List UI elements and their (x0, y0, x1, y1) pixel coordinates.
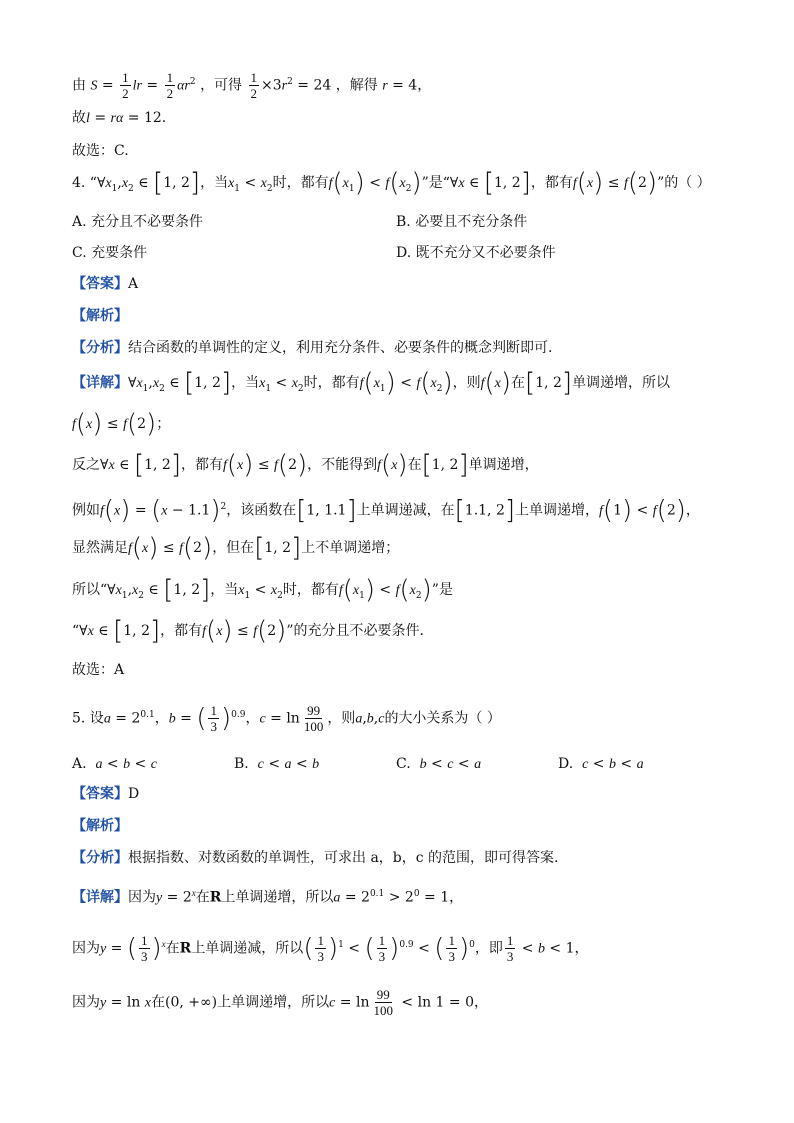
detail-line-2: f(x) ≤ f(2)； (72, 409, 171, 439)
analysis-tag: 【解析】 (72, 308, 128, 324)
detail-line-7: “∀x ∈ [1, 2]，都有f(x) ≤ f(2)”的充分且不必要条件. (72, 616, 424, 646)
answer-tag: 【答案】 (72, 276, 128, 292)
option-d: D. c < b < a (558, 756, 644, 772)
detail-line-4: 例如$f(x) = (x - 1.1)^2$，该函数在[1, 1.1]上单调递减，在[1.1, 2]上单调递增，f(1) < f(2)， (72, 495, 700, 526)
text: 由 (72, 77, 86, 94)
question-4-stem: 4. “$\forall x_1,x_2$ ∈ [1, 2]，当$x_1 < x_2$时，都有$f(x_1) < f(x_2)$”是“∀x ∈ [1, 2]，都有f(x) ≤ f(2)”的（ ） (72, 168, 711, 198)
fenxi-line-5: 【分析】根据指数、对数函数的单调性，可求出 a，b，c 的范围，即可得答案. (72, 850, 559, 866)
question-5-stem: 5. 设$a = 2^{0.1}$，b = ( $\frac{1}{3}$ )$^{0.9}$，c = ln $\frac{99}{100}$ ，则a,b,c的大小关系为（ ） (72, 703, 501, 734)
text: ， (417, 77, 432, 94)
fenxi-line: 【分析】结合函数的单调性的定义，利用充分条件、必要条件的概念判断即可. (72, 340, 553, 356)
option-a: A. 充分且不必要条件 (72, 214, 204, 230)
answer-value: A (128, 276, 139, 292)
option-c: C. 充要条件 (72, 245, 148, 261)
option-b: B. c < a < b (234, 756, 320, 772)
option-b: B. 必要且不充分条件 (396, 214, 528, 230)
answer-line-5: 【答案】D (72, 786, 140, 802)
detail-line-3: 反之∀x ∈ [1, 2]，都有f(x) ≤ f(2)，不能得到f(x)在[1, 2]单调递增， (72, 450, 539, 480)
detail-line-1: 【详解】$\forall x_1,x_2$ ∈ [1, 2]，当$x_1 < x_2$时，都有$f(x_1) < f(x_2)$，则f(x)在[1, 2]单调递增，所以 (72, 368, 671, 398)
detail-line-6: 所以“$\forall x_1,x_2$ ∈ [1, 2]，当$x_1 < x_2$时，都有$f(x_1) < f(x_2)$”是 (72, 575, 453, 605)
detail-line-5: 显然满足f(x) ≤ f(2)，但在[1, 2]上不单调递增； (72, 533, 400, 563)
detail-line-5-1: 【详解】因为$y = 2^x$在R上单调递增，所以$a = 2^{0.1} > 2^0 = 1$， (72, 888, 464, 906)
option-c: C. b < c < a (396, 756, 482, 772)
answer-line (72, 274, 138, 294)
text: ，可得 (200, 77, 243, 94)
detail-line-5-2: 因为y = ( $\frac{1}{3}$ )$^x$在R上单调递减，所以( $\frac{1}{3}$ )$^1$ < ( $\frac{1}{3}$ )$^{0.9}$ < ( $\frac{1}{3}$ )$^0$，即 $\frac{1}{3}$ < b < 1， (72, 933, 589, 964)
formula-line-area: 由 S = $\frac{1}{2}$ lr = $\frac{1}{2}$ $\alpha r^2$ ，可得 $\frac{1}{2}$ $\times 3r^2 = 24$ ，解得 r = 4， (72, 70, 432, 101)
question-number: 4. “ (72, 175, 97, 191)
formula-line-length: 故l = rα = 12. (72, 110, 167, 126)
detail-line-5-3: 因为y = ln x在(0, +∞)上单调递增，所以c = ln $\frac{99}{100}$ < ln 1 = 0， (72, 987, 489, 1018)
text: . (161, 110, 167, 126)
analysis-tag-5: 【解析】 (72, 818, 128, 834)
select-line-4: 故选：A (72, 662, 125, 678)
option-a: A. a < b < c (72, 756, 157, 772)
text: 故 (72, 110, 86, 126)
option-d: D. 既不充分又不必要条件 (396, 245, 556, 261)
select-line: 故选：C. (72, 143, 129, 159)
text: ，解得 (335, 77, 378, 94)
